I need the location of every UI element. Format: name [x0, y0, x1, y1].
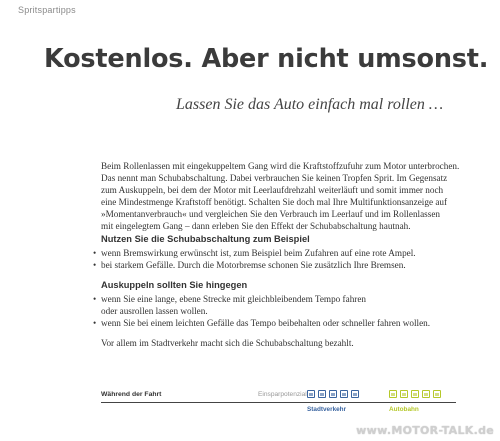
list-item: • wenn Sie eine lange, ebene Strecke mit gleichbleibendem Tempo fahren oder ausrollen lassen wollen.	[93, 293, 471, 317]
headline: Kostenlos. Aber nicht umsonst.	[44, 44, 489, 74]
intro-line: mit eingelegtem Gang – dann erleben Sie den Effekt der Schubabschaltung hautnah.	[101, 221, 411, 232]
fuel-gauge-icon	[389, 390, 397, 398]
fuel-gauge-icon	[340, 390, 348, 398]
intro-line: »Momentanverbrauch« und vergleichen Sie den Verbrauch im Leerlauf und im Rollenlassen	[101, 209, 440, 220]
fuel-gauge-icon	[433, 390, 441, 398]
intro-line: Das nennt man Schubabschaltung. Dabei verbrauchen Sie keinen Tropfen Sprit. Im Gegensatz	[101, 173, 448, 184]
savings-footer	[101, 390, 456, 416]
fuel-gauge-icon	[329, 390, 337, 398]
highway-label: Autobahn	[389, 406, 419, 413]
fuel-gauge-icon	[411, 390, 419, 398]
intro-paragraph	[101, 160, 471, 233]
use-list	[93, 247, 471, 271]
closing-line: Vor allem im Stadtverkehr macht sich die Schubabschaltung bezahlt.	[101, 338, 354, 349]
fuel-gauge-icon	[351, 390, 359, 398]
list-item: • wenn Bremswirkung erwünscht ist, zum Beispiel beim Zufahren auf eine rote Ampel.	[93, 247, 471, 259]
list-item: • wenn Sie bei einem leichten Gefälle das Tempo beibehalten oder schneller fahren wollen.	[93, 317, 471, 329]
article-body	[101, 160, 471, 349]
fuel-gauge-icon	[400, 390, 408, 398]
declutch-list	[93, 293, 471, 329]
fuel-gauge-icon	[422, 390, 430, 398]
section-heading-declutch: Auskuppeln sollten Sie hingegen	[101, 279, 248, 290]
watermark: www.MOTOR-TALK.de	[356, 424, 494, 437]
city-label: Stadtverkehr	[307, 406, 347, 413]
intro-line: zum Auskuppeln, bei dem der Motor mit Leerlaufdrehzahl weiterläuft und somit immer noch	[101, 185, 444, 196]
intro-line: Beim Rollenlassen mit eingekuppeltem Gang wird die Kraftstoffzufuhr zum Motor unterbrochen.	[101, 161, 460, 171]
highway-icons	[389, 390, 441, 398]
city-icons	[307, 390, 359, 398]
subheadline: Lassen Sie das Auto einfach mal rollen …	[176, 96, 444, 113]
section-label: Spritspartipps	[18, 5, 76, 15]
footer-label: Während der Fahrt	[101, 391, 162, 398]
section-heading-use: Nutzen Sie die Schubabschaltung zum Beispiel	[101, 233, 310, 244]
footer-divider	[101, 402, 456, 403]
intro-line: eine Mindestmenge Kraftstoff benötigt. Schalten Sie doch mal Ihre Multifunktionsanzeige auf	[101, 197, 448, 208]
list-item: • bei starkem Gefälle. Durch die Motorbremse schonen Sie zusätzlich Ihre Bremsen.	[93, 259, 471, 271]
fuel-gauge-icon	[318, 390, 326, 398]
fuel-gauge-icon	[307, 390, 315, 398]
savings-potential-label: Einsparpotenzial	[258, 391, 307, 398]
